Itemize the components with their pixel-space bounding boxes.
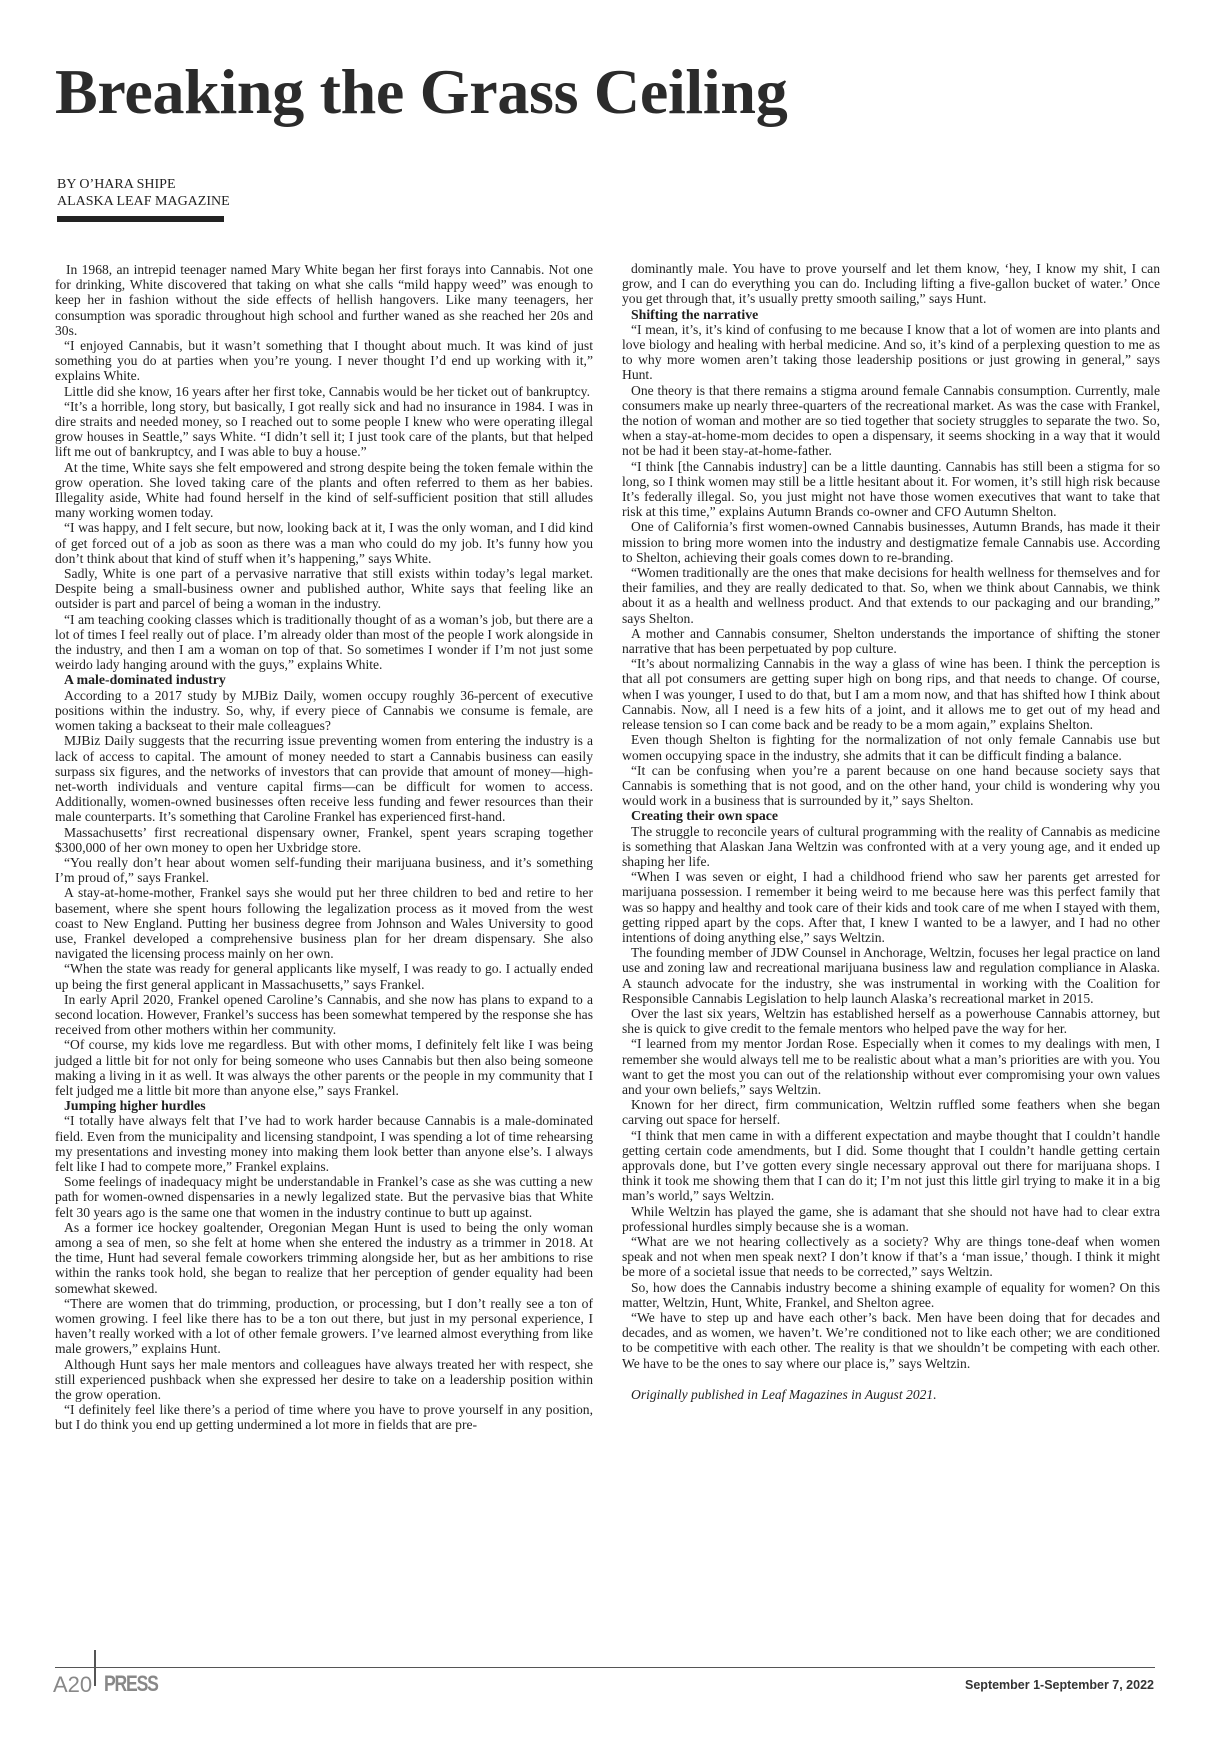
article-paragraph: “Women traditionally are the ones that make decisions for health wellness for themselves and for their families, and they are really dedicated to that. So, when we think about Cannabis, we think about it as a health and wellness product. And that extends to our packaging and our branding,” says Shelton. [622, 565, 1160, 626]
issue-date: September 1-September 7, 2022 [965, 1678, 1154, 1692]
article-paragraph: “I think [the Cannabis industry] can be a little daunting. Cannabis has still been a stigma for so long, so I think women may still be a little hesitant about it. For women, it’s still high risk because It’s federally illegal. So, you just might not have those women executives that want to take that risk at this time,” explains Autumn Brands co-owner and CFO Autumn Shelton. [622, 458, 1160, 520]
article-paragraph: One theory is that there remains a stigma around female Cannabis consumption. Currently, male consumers make up nearly three-quarters of the recreational market. As was the case with Frankel, the notion of woman and mother are so tied together that society struggles to separate the two. So, when a stay-at-home-mom decides to open a dispensary, it seems shocking in a way that it would not be had it been stay-at-home-father. [622, 382, 1160, 459]
article-paragraph: “Of course, my kids love me regardless. But with other moms, I definitely felt like I was being judged a little bit for not only for being someone who uses Cannabis but then also being someone making a living in it as well. It was always the other parents or the people in my community that I felt judged me a little bit more than anyone else,” says Frankel. [55, 1037, 593, 1098]
article-paragraph: So, how does the Cannabis industry become a shining example of equality for women? On this matter, Weltzin, Hunt, White, Frankel, and Shelton agree. [622, 1279, 1160, 1310]
article-paragraph: “I definitely feel like there’s a period of time where you have to prove yourself in any position, but I do think you end up getting undermined a lot more in fields that are pre- [55, 1402, 593, 1433]
article-paragraph: Known for her direct, firm communication, Weltzin ruffled some feathers when she began carving out space for herself. [622, 1097, 1160, 1128]
article-paragraph: At the time, White says she felt empowered and strong despite being the token female within the grow operation. She loved taking care of the plants and often referred to them as her babies. Illegality aside, White had found herself in the kind of self-sufficient position that still alludes many working women today. [55, 459, 593, 521]
article-paragraph: “When I was seven or eight, I had a childhood friend who saw her parents get arrested for marijuana possession. I remember it being weird to me because here was this perfect family that was so happy and healthy and took care of their kids and took care of me when I stayed with them, getting ripped apart by the cops. After that, I knew I wanted to be a lawyer, and I had no other intentions of doing anything else,” says Weltzin. [622, 869, 1160, 945]
article-paragraph: According to a 2017 study by MJBiz Daily, women occupy roughly 36-percent of executive positions within the industry. So, why, if every piece of Cannabis we consume is female, are women taking a backseat to their male colleagues? [55, 687, 593, 734]
article-paragraph: In 1968, an intrepid teenager named Mary White began her first forays into Cannabis. Not one for drinking, White discovered that taking on what she calls “mild happy weed” was enough to keep her in fashion without the side effects of hellish hangovers. Like many teenagers, her consumption was sporadic throughout high school and further waned as she reached her 20s and 30s. [55, 262, 593, 338]
article-paragraph: “We have to step up and have each other’s back. Men have been doing that for decades and decades, and as women, we haven’t. We’re conditioned not to like each other; we are conditioned to be competitive with each other. The reality is that we shouldn’t be competing with each other. We have to be the ones to say where our place is,” says Weltzin. [622, 1310, 1160, 1371]
byline-rule [57, 216, 224, 222]
article-paragraph: MJBiz Daily suggests that the recurring issue preventing women from entering the industry is a lack of access to capital. The amount of money needed to start a Cannabis business can easily surpass six figures, and the networks of investors that can provide that amount of money—high-net-worth individuals and venture capital firms—can be difficult for women to access. Additionally, women-owned businesses often receive less funding and fewer resources than their male counterparts. It’s something that Caroline Frankel has experienced first-hand. [55, 733, 593, 825]
footer-rule [55, 1667, 1155, 1668]
article-paragraph: While Weltzin has played the game, she is adamant that she should not have had to clear extra professional hurdles simply because she is a woman. [622, 1203, 1160, 1234]
article-paragraph: “I learned from my mentor Jordan Rose. Especially when it comes to my dealings with men, I remember she would always tell me to be realistic about what a man’s priorities are with you. You want to get the most you can out of the relationship without ever compromising your own values and your own beliefs,” says Weltzin. [622, 1036, 1160, 1097]
article-paragraph: “It’s about normalizing Cannabis in the way a glass of wine has been. I think the perception is that all pot consumers are getting super high on bong rips, and that needs to change. Of course, when I was younger, I used to do that, but I am a mom now, and that has shifted how I think about Cannabis. Now, all I need is a few hits of a joint, and it allows me to get out of my head and release tension so I can come back and be ready to be a mom again,” explains Shelton. [622, 656, 1160, 733]
article-paragraph: A stay-at-home-mother, Frankel says she would put her three children to bed and retire to her basement, where she spent hours following the legalization process as it moved from the west coast to New England. Putting her business degree from Johnson and Wales University to good use, Frankel developed a comprehensive business plan for her dream dispensary. She also navigated the licensing process mainly on her own. [55, 885, 593, 962]
article-paragraph: As a former ice hockey goaltender, Oregonian Megan Hunt is used to being the only woman among a sea of men, so she felt at home when she entered the industry as a trimmer in 2018. At the time, Hunt had several female coworkers trimming alongside her, but as her ambitions to rise within the ranks took hold, she began to realize that her perception of gender equality had been somewhat skewed. [55, 1219, 593, 1296]
byline-block [57, 176, 230, 210]
page-number: A20 [53, 1672, 93, 1697]
article-paragraph: “I think that men came in with a different expectation and maybe thought that I couldn’t handle getting certain code amendments, but I did. Some thought that I couldn’t handle getting certain approvals done, but I’ve gotten every single necessary approval out there for marijuana shops. I think it took me showing them that I can do it; I’m not just this little girl trying to make it in a big man’s world,” says Weltzin. [622, 1127, 1160, 1204]
article-paragraph: Sadly, White is one part of a pervasive narrative that still exists within today’s legal market. Despite being a small-business owner and published author, White says that feeling like an outsider is part and parcel of being a woman in the industry. [55, 566, 593, 612]
article-paragraph: “When the state was ready for general applicants like myself, I was ready to go. I actually ended up being the first general applicant in Massachusetts,” says Frankel. [55, 961, 593, 992]
article-paragraph: One of California’s first women-owned Cannabis businesses, Autumn Brands, has made it their mission to bring more women into the industry and destigmatize female Cannabis use. According to Shelton, achieving their goals comes down to re-branding. [622, 519, 1160, 565]
section-heading: Creating their own space [631, 808, 779, 824]
article-paragraph: Little did she know, 16 years after her first toke, Cannabis would be her ticket out of bankruptcy. [64, 383, 590, 399]
article-paragraph: In early April 2020, Frankel opened Caroline’s Cannabis, and she now has plans to expand to a second location. However, Frankel’s success has been somewhat tempered by the response she has received from other mothers within her community. [55, 991, 593, 1038]
press-logo: PRESS [104, 1671, 158, 1696]
article-paragraph: “What are we not hearing collectively as a society? Why are things tone-deaf when women speak and not when men speak next? I don’t know if that’s a ‘man issue,’ though. I think it might be more of a societal issue that needs to be corrected,” says Weltzin. [622, 1234, 1160, 1280]
article-paragraph: Over the last six years, Weltzin has established herself as a powerhouse Cannabis attorney, but she is quick to give credit to the female mentors who helped pave the way for her. [622, 1005, 1160, 1037]
article-paragraph: “I was happy, and I felt secure, but now, looking back at it, I was the only woman, and I did kind of get forced out of a job as soon as there was a man who could do my job. It’s funny how you don’t think about that kind of stuff when it’s happening,” says White. [55, 520, 593, 566]
article-paragraph: “It’s a horrible, long story, but basically, I got really sick and had no insurance in 1984. I was in dire straits and needed money, so I reached out to some people I knew who were operating illegal grow houses in Seattle,” says White. “I didn’t sell it; I just took care of the plants, but that helped lift me out of bankruptcy, and I was able to buy a house.” [55, 398, 593, 460]
author-byline: BY O’HARA SHIPE [57, 177, 176, 192]
section-heading: Jumping higher hurdles [64, 1098, 206, 1114]
article-paragraph: Massachusetts’ first recreational dispensary owner, Frankel, spent years scraping together $300,000 of her own money to open her Uxbridge store. [55, 824, 593, 855]
article-paragraph: Some feelings of inadequacy might be understandable in Frankel’s case as she was cutting a new path for women-owned dispensaries in a newly legalized state. But the pervasive bias that White felt 30 years ago is the same one that women in the industry continue to butt up against. [55, 1174, 593, 1220]
publication-name: ALASKA LEAF MAGAZINE [57, 194, 230, 209]
section-heading: Shifting the narrative [631, 306, 759, 322]
article-paragraph: “You really don’t hear about women self-funding their marijuana business, and it’s something I’m proud of,” says Frankel. [55, 854, 593, 886]
article-paragraph: Even though Shelton is fighting for the normalization of not only female Cannabis use but women occupying space in the industry, she admits that it can be difficult finding a balance. [622, 732, 1160, 763]
article-paragraph: “There are women that do trimming, production, or processing, but I don’t really see a ton of women growing. I feel like there has to be a ton out there, but just in my personal experience, I haven’t really worked with a lot of other female growers. I’ve learned almost everything from like male growers,” explains Hunt. [55, 1295, 593, 1357]
article-paragraph: The struggle to reconcile years of cultural programming with the reality of Cannabis as medicine is something that Alaskan Jana Weltzin was confronted with at a very young age, and it ended up shaping her life. [622, 823, 1160, 869]
article-column-right [622, 261, 1160, 1402]
article-paragraph: A mother and Cannabis consumer, Shelton understands the importance of shifting the stoner narrative that has been perpetuated by pop culture. [622, 625, 1160, 657]
section-heading: A male-dominated industry [64, 672, 226, 688]
article-paragraph: “I totally have always felt that I’ve had to work harder because Cannabis is a male-dominated field. Even from the municipality and licensing standpoint, I was spending a lot of time rehearsing my presentations and investing money into making them look better than anyone else’s. I always felt like I had to compete more,” Frankel explains. [55, 1113, 593, 1174]
article-paragraph: dominantly male. You have to prove yourself and let them know, ‘hey, I know my shit, I can grow, and I can do everything you can do. Including lifting a five-gallon bucket of water.’ Once you get through that, it’s usually pretty smooth sailing,” says Hunt. [622, 261, 1160, 307]
article-paragraph: The founding member of JDW Counsel in Anchorage, Weltzin, focuses her legal practice on land use and zoning law and recreational marijuana business law and regulation compliance in Alaska. A staunch advocate for the industry, she was instrumental in working with the Coalition for Responsible Cannabis Legislation to help launch Alaska’s recreational market in 2015. [622, 945, 1160, 1006]
article-paragraph: “I mean, it’s, it’s kind of confusing to me because I know that a lot of women are into plants and love biology and healing with herbal medicine. And so, it’s kind of a perplexing question to me as to why more women aren’t taking those leadership positions or just growing in general,” says Hunt. [622, 321, 1160, 383]
article-paragraph: “I am teaching cooking classes which is traditionally thought of as a woman’s job, but there are a lot of times I feel really out of place. I’m already older than most of the people I work alongside in the industry, and then I am a woman on top of that. So sometimes I wonder if I’m not just some weirdo lady hanging around with the guys,” explains White. [55, 611, 593, 673]
headline: Breaking the Grass Ceiling [55, 56, 788, 127]
article-paragraph: Although Hunt says her male mentors and colleagues have always treated her with respect, she still experienced pushback when she expressed her desire to take on a leadership position within the grow operation. [55, 1356, 593, 1403]
footer-separator [94, 1650, 96, 1686]
article-paragraph: “I enjoyed Cannabis, but it wasn’t something that I thought about much. It was kind of just something you do at parties when you’re young. I never thought I’d end up working with it,” explains White. [55, 338, 593, 384]
article-column-left [55, 262, 593, 1433]
article-paragraph: “It can be confusing when you’re a parent because on one hand because society says that Cannabis is something that is not good, and on the other hand, your child is wondering why you would work in a business that is surrounded by it,” says Shelton. [622, 762, 1160, 809]
publication-credit: Originally published in Leaf Magazines in August 2021. [631, 1386, 937, 1402]
